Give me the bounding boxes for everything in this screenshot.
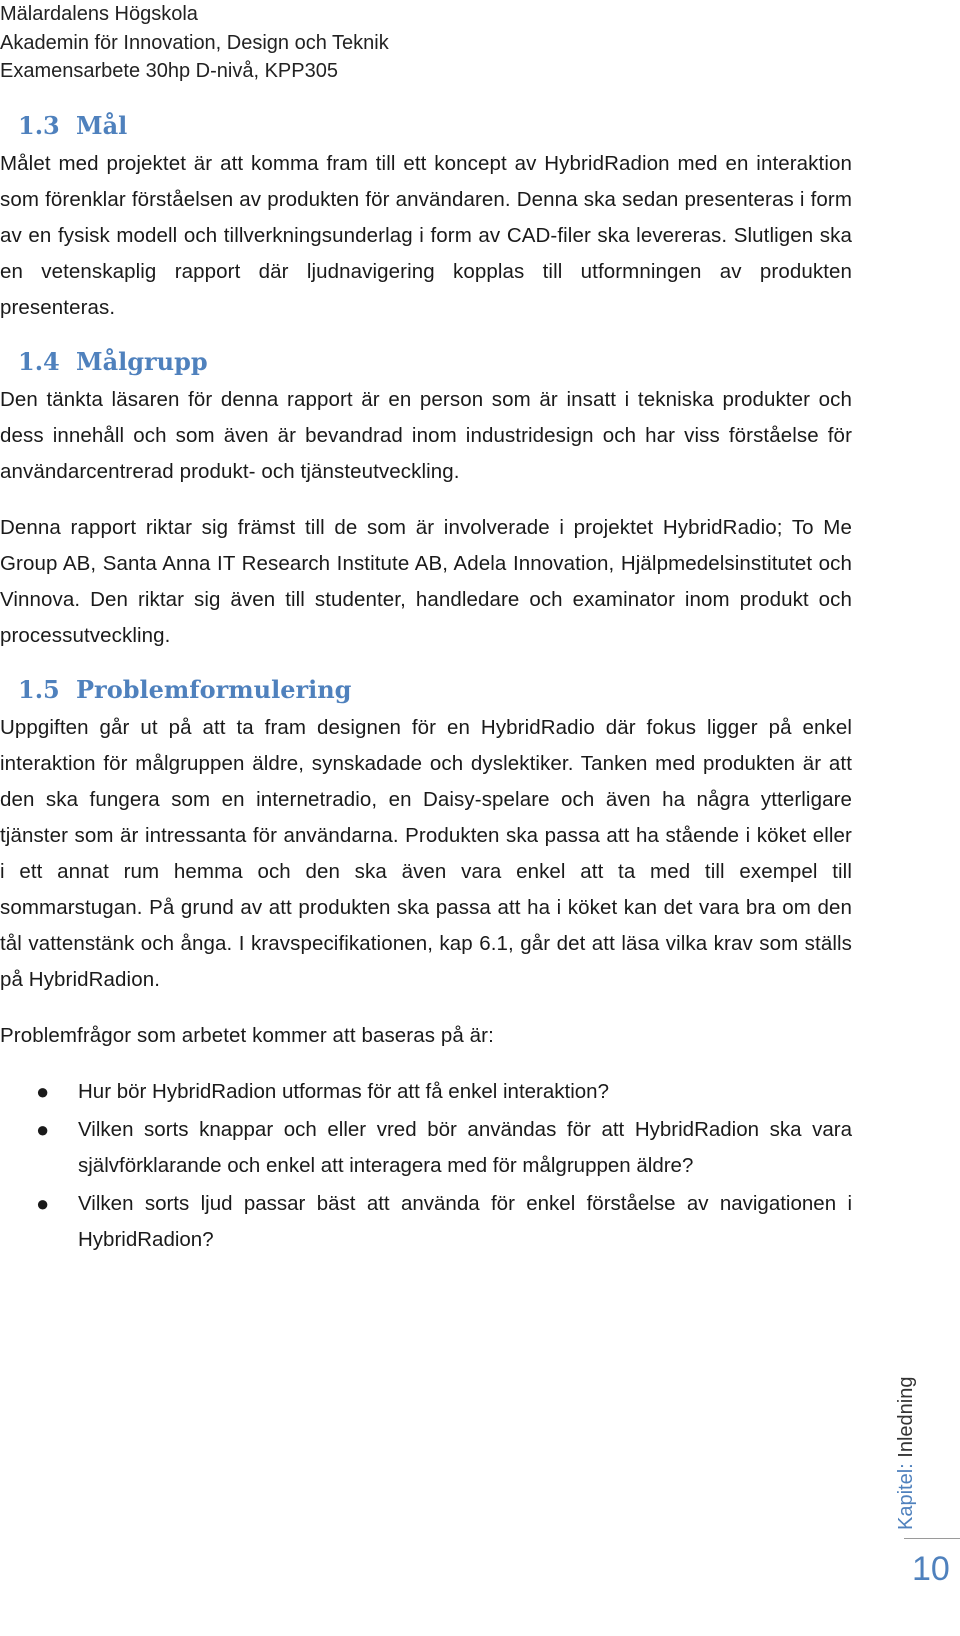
page-number: 10 (912, 1550, 950, 1588)
paragraph-problem-questions-intro: Problemfrågor som arbetet kommer att baseras på är: (0, 1024, 494, 1047)
section-heading-mal (0, 106, 852, 146)
section-mal (0, 106, 852, 326)
list-item (0, 1186, 852, 1258)
list-item-text: Hur bör HybridRadion utformas för att få enkel interaktion? (78, 1080, 609, 1103)
list-item-text: Vilken sorts knappar och eller vred bör användas för att HybridRadion ska vara självförklarande och enkel att interagera med för målgruppen äldre? (78, 1118, 852, 1177)
section-heading-problemformulering (0, 670, 852, 710)
problem-questions-list (0, 1074, 852, 1258)
header-academy: Akademin för Innovation, Design och Teknik (0, 31, 389, 54)
document-header (0, 0, 760, 86)
footer-divider (904, 1538, 960, 1539)
bullet-icon: ● (36, 1117, 50, 1142)
header-university: Mälardalens Högskola (0, 3, 198, 25)
section-title: Problemformulering (76, 675, 352, 704)
chapter-name: Inledning (895, 1376, 917, 1458)
chapter-prefix: Kapitel: (895, 1463, 917, 1530)
section-malgrupp (0, 342, 852, 654)
section-title: Målgrupp (76, 347, 208, 376)
section-number: 1.4 (18, 347, 60, 376)
paragraph-malgrupp-reader: Den tänkta läsaren för denna rapport är en person som är insatt i tekniska produkter och dess innehåll och som även är bevandrad inom industridesign och har viss förståelse för användarcentrerad produkt- och tjänsteutveckling. (0, 388, 852, 483)
paragraph-problem-task: Uppgiften går ut på att ta fram designen för en HybridRadio där fokus ligger på enkel interaktion för målgruppen äldre, synskadade och dyslektiker. Tanken med produkten är att den ska fungera som en internetradio, en Daisy-spelare och även ha några ytterligare tjänster som är intressanta för användarna. Produkten ska passa att ha stående i köket eller i ett annat rum hemma och den ska även vara enkel att ta med till exempel till sommarstugan. På grund av att produkten ska passa att ha i köket kan det vara bra om den tål vattenstänk och ånga. I kravspecifikationen, kap 6.1, går det att läsa vilka krav som ställs på HybridRadion. (0, 716, 852, 991)
list-item-text: Vilken sorts ljud passar bäst att använda för enkel förståelse av navigationen i HybridRadion? (78, 1192, 852, 1251)
section-number: 1.3 (18, 111, 60, 140)
section-number: 1.5 (18, 675, 60, 704)
paragraph-mal: Målet med projektet är att komma fram till ett koncept av HybridRadion med en interaktion som förenklar förståelsen av produkten för användaren. Denna ska sedan presenteras i form av en fysisk modell och tillverkningsunderlag i form av CAD-filer ska levereras. Slutligen ska en vetenskaplig rapport där ljudnavigering kopplas till utformningen av produkten presenteras. (0, 152, 852, 319)
section-heading-malgrupp (0, 342, 852, 382)
paragraph-malgrupp-audience: Denna rapport riktar sig främst till de som är involverade i projektet HybridRadio; To Me Group AB, Santa Anna IT Research Institute AB, Adela Innovation, Hjälpmedelsinstitutet och Vinnova. Den riktar sig även till studenter, handledare och examinator inom produkt och processutveckling. (0, 516, 852, 647)
header-course: Examensarbete 30hp D-nivå, KPP305 (0, 60, 338, 82)
bullet-icon: ● (36, 1079, 50, 1104)
list-item (0, 1074, 852, 1110)
list-item (0, 1112, 852, 1184)
chapter-label (892, 1377, 920, 1530)
section-title: Mål (76, 111, 128, 140)
section-problemformulering (0, 670, 852, 1258)
bullet-icon: ● (36, 1191, 50, 1216)
document-body (0, 106, 852, 1260)
